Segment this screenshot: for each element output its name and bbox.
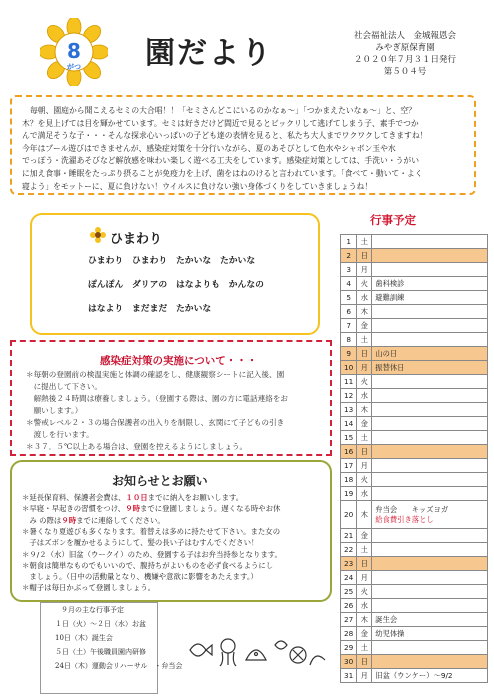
infection-title: 感染症対策の実施について・・・: [100, 355, 258, 367]
notice-line: [22, 537, 327, 548]
schedule-day: 14: [341, 417, 357, 431]
schedule-weekday: 火: [357, 375, 372, 389]
schedule-day: 8: [341, 333, 357, 347]
schedule-day: 22: [341, 543, 357, 557]
schedule-row: [341, 669, 488, 683]
schedule-event: [372, 333, 488, 347]
schedule-row: [341, 543, 488, 557]
schedule-row: [341, 319, 488, 333]
schedule-row: [341, 613, 488, 627]
schedule-event: [372, 249, 488, 263]
september-item: ５日（土）午後職員園内研修: [55, 648, 146, 656]
song-title: ひまわり: [110, 232, 163, 247]
schedule-day: 23: [341, 557, 357, 571]
schedule-day: 26: [341, 599, 357, 613]
notices-box: [10, 460, 332, 602]
schedule-row: [341, 235, 488, 249]
song-line: ひまわり ひまわり たかいな たかいな: [88, 256, 256, 266]
schedule-row: [341, 375, 488, 389]
intro-line: んで満足そうな子・・・そんな探求心いっぱいの子ども達の表情を見ると、私たち大人までワクワクしてきますね！: [22, 131, 428, 141]
schedule-event: [372, 641, 488, 655]
schedule-day: 27: [341, 613, 357, 627]
sunflower-logo-icon: [40, 18, 108, 86]
schedule-event: [372, 543, 488, 557]
issue-date: ２０２０年７月３１日発行: [353, 55, 456, 65]
schedule-event: [372, 319, 488, 333]
schedule-weekday: 木: [357, 613, 372, 627]
schedule-day: 2: [341, 249, 357, 263]
schedule-weekday: 日: [357, 249, 372, 263]
schedule-day: 19: [341, 487, 357, 501]
schedule-weekday: 日: [357, 347, 372, 361]
schedule-weekday: 金: [357, 319, 372, 333]
schedule-day: 4: [341, 277, 357, 291]
schedule-event: [372, 529, 488, 543]
schedule-day: 20: [341, 501, 357, 529]
schedule-row: [341, 473, 488, 487]
schedule-row: [341, 627, 488, 641]
schedule-event: [372, 557, 488, 571]
schedule-weekday: 木: [357, 305, 372, 319]
notice-highlight: ９時: [125, 504, 140, 514]
schedule-row: [341, 403, 488, 417]
schedule-day: 13: [341, 403, 357, 417]
schedule-event: [372, 501, 488, 529]
schedule-day: 3: [341, 263, 357, 277]
notice-text: ましょう。（日中の活動量となり、機嫌や意欲に影響をあたえます。）: [22, 572, 258, 582]
schedule-day: 16: [341, 445, 357, 459]
september-item: 24日（木）運動会リハーサル ・弁当会: [55, 662, 183, 670]
schedule-day: 21: [341, 529, 357, 543]
notice-line: [22, 515, 327, 526]
schedule-weekday: 木: [357, 403, 372, 417]
september-item: １日（火）～２日（水）お盆: [55, 620, 146, 628]
infection-line: 渡しを行います。: [26, 430, 94, 439]
infection-line: に提出して下さい。: [26, 382, 102, 391]
schedule-event: [372, 263, 488, 277]
schedule-weekday: 土: [357, 641, 372, 655]
schedule-row: [341, 347, 488, 361]
schedule-row: [341, 501, 488, 529]
schedule-weekday: 日: [357, 655, 372, 669]
schedule-weekday: 金: [357, 417, 372, 431]
schedule-row: [341, 445, 488, 459]
schedule-title: 行事予定: [370, 213, 416, 227]
schedule-row: [341, 585, 488, 599]
notice-line: [22, 526, 327, 537]
schedule-weekday: 土: [357, 235, 372, 249]
infection-line: 願いします。）: [26, 406, 83, 415]
notice-line: [22, 492, 327, 503]
intro-line: に加え食事・睡眠をたっぷり摂ることが免疫力を上げ、菌をはねのけると言われています。「食べて・動いて・よく: [22, 168, 423, 178]
intro-line: 今年はプール遊びはできませんが、感染症対策を十分行いながら、夏のあそびとして色水やシャボン玉や水: [22, 143, 396, 153]
intro-line: 毎朝、園庭から聞こえるセミの大合唱！！「セミさんどこにいるのかなぁ～」「つかまえたいなぁ～」と、空？: [30, 106, 416, 115]
schedule-row: [341, 529, 488, 543]
schedule-weekday: 火: [357, 585, 372, 599]
sea-creatures-illustration: [180, 620, 330, 680]
schedule-day: 24: [341, 571, 357, 585]
schedule-day: 10: [341, 361, 357, 375]
page-title: 園だより: [145, 36, 273, 71]
notice-highlight: １０日: [125, 493, 148, 502]
schedule-weekday: 火: [357, 277, 372, 291]
schedule-weekday: 水: [357, 291, 372, 305]
schedule-event: 振替休日: [372, 361, 488, 375]
schedule-row: [341, 361, 488, 375]
schedule-row: [341, 655, 488, 669]
schedule-row: [341, 641, 488, 655]
schedule-event: 旧盆（ウンケー）～9/2: [372, 669, 488, 683]
schedule-weekday: 月: [357, 669, 372, 683]
schedule-day: 28: [341, 627, 357, 641]
notice-line: [22, 560, 327, 571]
schedule-row: [341, 459, 488, 473]
intro-message: [10, 95, 476, 195]
schedule-weekday: 土: [357, 431, 372, 445]
schedule-row: [341, 277, 488, 291]
infection-control-box: [10, 340, 332, 456]
song-box: [30, 213, 320, 335]
notice-text: ＊帽子は毎日かぶって登園しましょう。: [22, 583, 156, 593]
notice-text: までに連絡してください。: [76, 515, 165, 525]
schedule-event: [372, 459, 488, 473]
schedule-event: [372, 445, 488, 459]
song-line: ぽんぽん ダリアの はなよりも かんなの: [88, 280, 264, 290]
notice-text: ＊暑くなり夏遊びも多くなります。着替えは多めに持たせて下さい。また女の: [22, 526, 281, 536]
notice-line: [22, 549, 327, 560]
schedule-day: 12: [341, 389, 357, 403]
schedule-event: [372, 473, 488, 487]
schedule-day: 31: [341, 669, 357, 683]
infection-line: ＊警戒レベル２・３の場合保護者の出入りを制限し、玄関にて子どもの引き: [26, 418, 285, 427]
schedule-event: [372, 571, 488, 585]
intro-line: 木？を見上げては目を輝かせています。セミは好きだけど間近で見るとビックリして逃げてしまう子、素手でつか: [22, 118, 419, 128]
notice-text: ＊延長保育料、保護者会費は、: [22, 493, 126, 502]
schedule-event-text: 弁当会 キッズヨガ: [375, 504, 449, 514]
issue-number: 第５０４号: [383, 67, 427, 77]
schedule-event: 誕生会: [372, 613, 488, 627]
schedule-weekday: 金: [357, 627, 372, 641]
schedule-row: [341, 599, 488, 613]
notice-line: [22, 571, 327, 582]
schedule-day: 9: [341, 347, 357, 361]
schedule-event: [372, 655, 488, 669]
schedule-day: 11: [341, 375, 357, 389]
schedule-row: [341, 333, 488, 347]
schedule-event: 避難訓練: [372, 291, 488, 305]
schedule-event-note: 給食費引き落とし: [375, 514, 434, 524]
schedule-row: [341, 557, 488, 571]
schedule-day: 18: [341, 473, 357, 487]
schedule-event: [372, 585, 488, 599]
schedule-weekday: 土: [357, 543, 372, 557]
schedule-weekday: 水: [357, 487, 372, 501]
schedule-day: 5: [341, 291, 357, 305]
schedule-day: 6: [341, 305, 357, 319]
schedule-row: [341, 291, 488, 305]
schedule-weekday: 日: [357, 557, 372, 571]
schedule-day: 15: [341, 431, 357, 445]
schedule-day: 1: [341, 235, 357, 249]
flower-icon: [90, 227, 106, 243]
schedule-row: [341, 305, 488, 319]
notice-text: までに登園しましょう。遅くなる時やお休: [139, 504, 281, 514]
schedule-row: [341, 263, 488, 277]
logo-sub: がつ: [67, 63, 81, 71]
notice-text: ＊朝食は簡単なものでもいいので、腹持ちがよいものを必ず食べるようにし: [22, 560, 274, 570]
notices-title: お知らせとお願い: [112, 474, 208, 488]
infection-line: 解熱後２４時間は療養しましょう。（登園する際は、園の方に電話連絡をお: [26, 394, 288, 403]
schedule-weekday: 月: [357, 361, 372, 375]
schedule-event: [372, 305, 488, 319]
schedule-event: [372, 389, 488, 403]
schedule-weekday: 金: [357, 529, 372, 543]
september-title: ９月の主な行事予定: [61, 606, 124, 614]
schedule-weekday: 水: [357, 599, 372, 613]
intro-line: 寝よう」をモットーに、夏に負けない！ウイルスに負けない強い身体づくりをしていきましょうね！: [22, 181, 373, 191]
schedule-event: [372, 235, 488, 249]
schedule-day: 7: [341, 319, 357, 333]
schedule-event: 歯科検診: [372, 277, 488, 291]
intro-line: でっぽう・洗濯あそびなど解放感を味わい楽しく遊べる工夫をしています。感染症対策としては、手洗い・うがい: [22, 156, 420, 166]
notice-text: ＊９/２（水）旧盆（ウークイ）のため、登園する子はお弁当持参となります。: [22, 549, 282, 559]
schedule-event: [372, 375, 488, 389]
schedule-row: [341, 417, 488, 431]
schedule-weekday: 火: [357, 473, 372, 487]
schedule-weekday: 水: [357, 389, 372, 403]
schedule-weekday: 土: [357, 333, 372, 347]
schedule-table: [340, 234, 488, 683]
schedule-row: [341, 389, 488, 403]
september-events-box: [40, 602, 183, 694]
schedule-day: 17: [341, 459, 357, 473]
schedule-weekday: 日: [357, 445, 372, 459]
song-line: はなより まだまだ たかいな: [88, 304, 212, 314]
notice-highlight: ９時: [61, 515, 77, 525]
org-name: 社会福祉法人 金城報恩会: [353, 31, 456, 41]
schedule-event: 山の日: [372, 347, 488, 361]
schedule-weekday: 月: [357, 459, 372, 473]
schedule-day: 29: [341, 641, 357, 655]
notice-text: ＊早寝・早起きの習慣をつけ、: [22, 504, 126, 514]
schedule-row: [341, 487, 488, 501]
schedule-event: [372, 403, 488, 417]
schedule-event: [372, 487, 488, 501]
schedule-weekday: 月: [357, 263, 372, 277]
notice-line: [22, 503, 327, 514]
september-item: 10日（木）誕生会: [55, 634, 113, 642]
notice-text: 子はズボンを履かせるようにして、髪の長い子はむすんでください！: [22, 538, 259, 548]
logo-number: 8: [67, 39, 81, 63]
notice-text: み の際は: [22, 515, 62, 525]
schedule-day: 30: [341, 655, 357, 669]
schedule-day: 25: [341, 585, 357, 599]
schedule-weekday: 月: [357, 571, 372, 585]
infection-line: ＊毎朝の登園前の検温実施と体調の確認をし、健康観察シートに記入後、園: [26, 370, 285, 379]
schedule-event: [372, 599, 488, 613]
schedule-event: [372, 431, 488, 445]
schedule-weekday: 木: [357, 501, 372, 529]
notice-text: までに納入をお願いします。: [147, 493, 244, 502]
school-name: みやぎ原保育園: [375, 43, 435, 53]
notice-line: [22, 582, 327, 593]
schedule-row: [341, 431, 488, 445]
schedule-event: 幼児体操: [372, 627, 488, 641]
schedule-event: [372, 417, 488, 431]
schedule-row: [341, 249, 488, 263]
schedule-row: [341, 571, 488, 585]
infection-line: ＊３７．５℃以上ある場合は、登園を控えるようにしましょう。: [26, 442, 248, 451]
